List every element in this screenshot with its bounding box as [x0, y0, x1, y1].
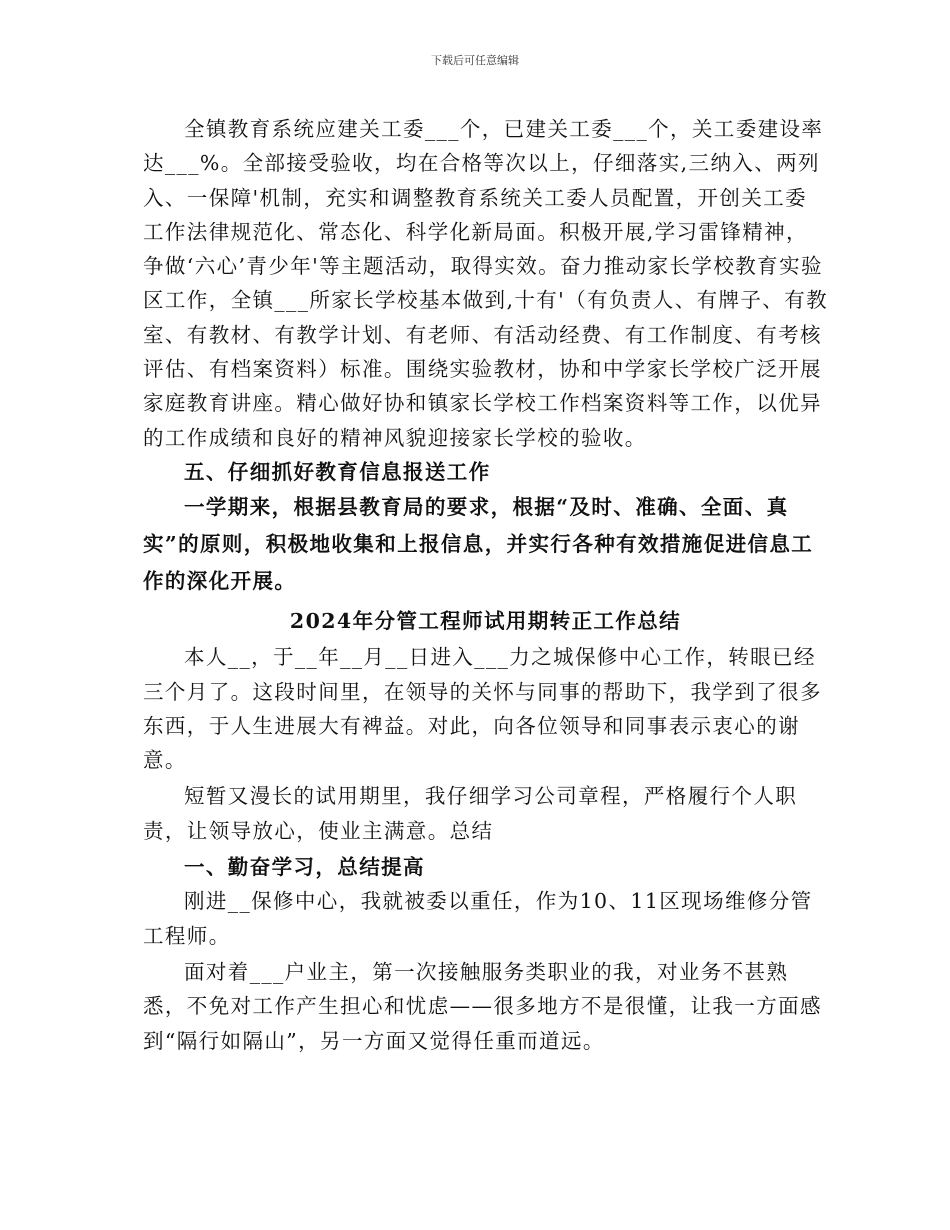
paragraph-first-job: 刚进__保修中心，我就被委以重任，作为10、11区现场维修分管工程师。 [143, 889, 813, 948]
paragraph-probation: 短暂又漫长的试用期里，我仔细学习公司章程，严格履行个人职责，让领导放心，使业主满意。总结 [143, 784, 798, 843]
section-heading-5: 五、仔细抓好教育信息报送工作 [184, 459, 491, 484]
paragraph-guangongwei: 全镇教育系统应建关工委___个，已建关工委___个，关工委建设率达___%。全部接受验收，均在合格等次以上，仔细落实,三纳入、两列入、一保障'机制，充实和调整教育系统关工委人员配置，开创关工委工作法律规范化、常态化、科学化新局面。积极开展,学习雷锋精神，争做‘六心’青少年'等主题活动，取得实效。奋力推动家长学校教育实验区工作，全镇___所家长学校基本做到,十有'（有负责人、有牌子、有教室、有教材、有教学计划、有老师、有活动经费、有工作制度、有考核评估、有档案资料）标准。围绕实验教材，协和中学家长学校广泛开展家庭教育讲座。精心做好协和镇家长学校工作档案资料等工作，以优异的工作成绩和良好的精神风貌迎接家长学校的验收。 [143, 117, 828, 450]
section-heading-1: 一、勤奋学习，总结提高 [184, 855, 425, 880]
paragraph-intro: 本人__，于__年__月__日进入___力之城保修中心工作，转眼已经三个月了。这段时间里，在领导的关怀与同事的帮助下，我学到了很多东西，于人生进展大有裨益。对此，向各位领导和同事表示衷心的谢意。 [143, 645, 822, 773]
paragraph-info-report: 一学期来，根据县教育局的要求，根据“及时、准确、全面、真实”的原则，积极地收集和上报信息，并实行各种有效措施促进信息工作的深化开展。 [143, 495, 814, 594]
page-header: 下载后可任意编辑 [431, 54, 519, 67]
paragraph-challenges: 面对着___户业主，第一次接触服务类职业的我，对业务不甚熟悉，不免对工作产生担心和忧虑——很多地方不是很懂，让我一方面感到“隔行如隔山”，另一方面又觉得任重而道远。 [143, 959, 822, 1053]
document-title: 2024年分管工程师试用期转正工作总结 [289, 609, 682, 634]
document-body [143, 112, 828, 1058]
